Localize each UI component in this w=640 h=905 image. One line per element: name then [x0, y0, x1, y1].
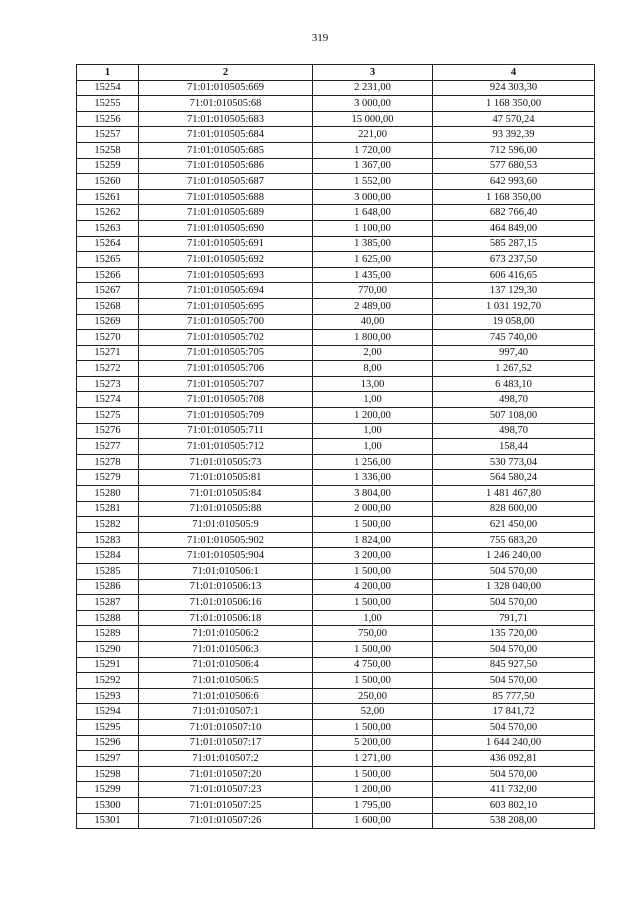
table-row — [77, 267, 595, 283]
cadastral-number-cell: 71:01:010507:10 — [139, 719, 313, 735]
cadastral-number-cell: 71:01:010505:904 — [139, 548, 313, 564]
table-row — [77, 252, 595, 268]
table-row — [77, 80, 595, 96]
area-cell: 1 500,00 — [313, 719, 433, 735]
cadastral-number-cell: 71:01:010505:709 — [139, 408, 313, 424]
value-cell: 504 570,00 — [433, 766, 595, 782]
area-cell: 2 231,00 — [313, 80, 433, 96]
area-cell: 250,00 — [313, 688, 433, 704]
table-row — [77, 501, 595, 517]
cadastral-number-cell: 71:01:010505:685 — [139, 142, 313, 158]
row-number-cell: 15288 — [77, 610, 139, 626]
value-cell: 997,40 — [433, 345, 595, 361]
value-cell: 47 570,24 — [433, 111, 595, 127]
value-cell: 682 766,40 — [433, 205, 595, 221]
value-cell: 1 246 240,00 — [433, 548, 595, 564]
area-cell: 1 552,00 — [313, 174, 433, 190]
cadastral-number-cell: 71:01:010505:81 — [139, 470, 313, 486]
row-number-cell: 15299 — [77, 782, 139, 798]
table-row — [77, 470, 595, 486]
row-number-cell: 15261 — [77, 189, 139, 205]
row-number-cell: 15264 — [77, 236, 139, 252]
area-cell: 1 648,00 — [313, 205, 433, 221]
cadastral-number-cell: 71:01:010507:26 — [139, 813, 313, 829]
value-cell: 498,70 — [433, 423, 595, 439]
value-cell: 585 287,15 — [433, 236, 595, 252]
table-row — [77, 111, 595, 127]
cadastral-number-cell: 71:01:010505:689 — [139, 205, 313, 221]
value-cell: 504 570,00 — [433, 595, 595, 611]
row-number-cell: 15292 — [77, 673, 139, 689]
table-row — [77, 439, 595, 455]
table-row — [77, 283, 595, 299]
row-number-cell: 15274 — [77, 392, 139, 408]
cadastral-number-cell: 71:01:010505:88 — [139, 501, 313, 517]
table-row — [77, 782, 595, 798]
table-row — [77, 673, 595, 689]
table-row — [77, 392, 595, 408]
value-cell: 1 481 467,80 — [433, 486, 595, 502]
row-number-cell: 15277 — [77, 439, 139, 455]
table-row — [77, 735, 595, 751]
header-row — [77, 65, 595, 81]
cadastral-number-cell: 71:01:010505:902 — [139, 532, 313, 548]
row-number-cell: 15298 — [77, 766, 139, 782]
value-cell: 530 773,04 — [433, 454, 595, 470]
table-row — [77, 314, 595, 330]
cadastral-number-cell: 71:01:010505:712 — [139, 439, 313, 455]
value-cell: 755 683,20 — [433, 532, 595, 548]
row-number-cell: 15286 — [77, 579, 139, 595]
cadastral-number-cell: 71:01:010505:691 — [139, 236, 313, 252]
cadastral-number-cell: 71:01:010507:20 — [139, 766, 313, 782]
table-row — [77, 657, 595, 673]
cadastral-number-cell: 71:01:010507:25 — [139, 797, 313, 813]
area-cell: 5 200,00 — [313, 735, 433, 751]
area-cell: 1 256,00 — [313, 454, 433, 470]
value-cell: 504 570,00 — [433, 719, 595, 735]
cadastral-number-cell: 71:01:010506:16 — [139, 595, 313, 611]
table-row — [77, 298, 595, 314]
row-number-cell: 15278 — [77, 454, 139, 470]
table-row — [77, 361, 595, 377]
value-cell: 924 303,30 — [433, 80, 595, 96]
area-cell: 1 600,00 — [313, 813, 433, 829]
area-cell: 1 720,00 — [313, 142, 433, 158]
area-cell: 221,00 — [313, 127, 433, 143]
column-header-1: 1 — [77, 65, 139, 81]
table-row — [77, 127, 595, 143]
land-plot-table — [76, 64, 595, 829]
cadastral-number-cell: 71:01:010506:18 — [139, 610, 313, 626]
cadastral-number-cell: 71:01:010507:17 — [139, 735, 313, 751]
row-number-cell: 15295 — [77, 719, 139, 735]
row-number-cell: 15301 — [77, 813, 139, 829]
area-cell: 1 500,00 — [313, 517, 433, 533]
cadastral-number-cell: 71:01:010505:9 — [139, 517, 313, 533]
area-cell: 1 500,00 — [313, 564, 433, 580]
cadastral-number-cell: 71:01:010505:68 — [139, 96, 313, 112]
row-number-cell: 15291 — [77, 657, 139, 673]
value-cell: 19 058,00 — [433, 314, 595, 330]
value-cell: 673 237,50 — [433, 252, 595, 268]
area-cell: 3 000,00 — [313, 96, 433, 112]
table-row — [77, 704, 595, 720]
cadastral-number-cell: 71:01:010505:695 — [139, 298, 313, 314]
table-row — [77, 236, 595, 252]
table-row — [77, 532, 595, 548]
row-number-cell: 15281 — [77, 501, 139, 517]
area-cell: 1,00 — [313, 423, 433, 439]
area-cell: 1 336,00 — [313, 470, 433, 486]
row-number-cell: 15290 — [77, 641, 139, 657]
area-cell: 8,00 — [313, 361, 433, 377]
area-cell: 1 385,00 — [313, 236, 433, 252]
column-header-4: 4 — [433, 65, 595, 81]
row-number-cell: 15273 — [77, 376, 139, 392]
table-row — [77, 751, 595, 767]
value-cell: 1 328 040,00 — [433, 579, 595, 595]
area-cell: 770,00 — [313, 283, 433, 299]
page-number: 319 — [311, 32, 329, 44]
row-number-cell: 15266 — [77, 267, 139, 283]
cadastral-number-cell: 71:01:010507:2 — [139, 751, 313, 767]
table-row — [77, 486, 595, 502]
cadastral-number-cell: 71:01:010506:4 — [139, 657, 313, 673]
row-number-cell: 15284 — [77, 548, 139, 564]
cadastral-number-cell: 71:01:010505:711 — [139, 423, 313, 439]
row-number-cell: 15294 — [77, 704, 139, 720]
value-cell: 507 108,00 — [433, 408, 595, 424]
cadastral-number-cell: 71:01:010505:708 — [139, 392, 313, 408]
value-cell: 1 168 350,00 — [433, 96, 595, 112]
row-number-cell: 15259 — [77, 158, 139, 174]
cadastral-number-cell: 71:01:010505:688 — [139, 189, 313, 205]
table-row — [77, 548, 595, 564]
value-cell: 504 570,00 — [433, 564, 595, 580]
table-row — [77, 626, 595, 642]
area-cell: 1 625,00 — [313, 252, 433, 268]
table-row — [77, 579, 595, 595]
row-number-cell: 15263 — [77, 220, 139, 236]
area-cell: 52,00 — [313, 704, 433, 720]
row-number-cell: 15297 — [77, 751, 139, 767]
cadastral-number-cell: 71:01:010505:73 — [139, 454, 313, 470]
area-cell: 1 271,00 — [313, 751, 433, 767]
cadastral-number-cell: 71:01:010505:686 — [139, 158, 313, 174]
value-cell: 1 267,52 — [433, 361, 595, 377]
value-cell: 504 570,00 — [433, 641, 595, 657]
cadastral-number-cell: 71:01:010505:706 — [139, 361, 313, 377]
table-row — [77, 142, 595, 158]
row-number-cell: 15271 — [77, 345, 139, 361]
area-cell: 1 800,00 — [313, 330, 433, 346]
row-number-cell: 15268 — [77, 298, 139, 314]
row-number-cell: 15293 — [77, 688, 139, 704]
row-number-cell: 15300 — [77, 797, 139, 813]
table-row — [77, 766, 595, 782]
value-cell: 606 416,65 — [433, 267, 595, 283]
table-row — [77, 517, 595, 533]
row-number-cell: 15254 — [77, 80, 139, 96]
row-number-cell: 15283 — [77, 532, 139, 548]
area-cell: 1 367,00 — [313, 158, 433, 174]
table-row — [77, 205, 595, 221]
value-cell: 745 740,00 — [433, 330, 595, 346]
area-cell: 1,00 — [313, 392, 433, 408]
area-cell: 2 489,00 — [313, 298, 433, 314]
table-row — [77, 158, 595, 174]
table-row — [77, 688, 595, 704]
area-cell: 1,00 — [313, 610, 433, 626]
value-cell: 135 720,00 — [433, 626, 595, 642]
row-number-cell: 15256 — [77, 111, 139, 127]
row-number-cell: 15287 — [77, 595, 139, 611]
cadastral-number-cell: 71:01:010505:694 — [139, 283, 313, 299]
area-cell: 750,00 — [313, 626, 433, 642]
value-cell: 6 483,10 — [433, 376, 595, 392]
table-row — [77, 564, 595, 580]
value-cell: 712 596,00 — [433, 142, 595, 158]
value-cell: 577 680,53 — [433, 158, 595, 174]
area-cell: 1 435,00 — [313, 267, 433, 283]
column-header-3: 3 — [313, 65, 433, 81]
row-number-cell: 15260 — [77, 174, 139, 190]
area-cell: 2 000,00 — [313, 501, 433, 517]
area-cell: 1,00 — [313, 439, 433, 455]
table-row — [77, 797, 595, 813]
row-number-cell: 15258 — [77, 142, 139, 158]
row-number-cell: 15279 — [77, 470, 139, 486]
area-cell: 3 804,00 — [313, 486, 433, 502]
value-cell: 1 031 192,70 — [433, 298, 595, 314]
value-cell: 17 841,72 — [433, 704, 595, 720]
area-cell: 40,00 — [313, 314, 433, 330]
cadastral-number-cell: 71:01:010506:1 — [139, 564, 313, 580]
cadastral-number-cell: 71:01:010505:707 — [139, 376, 313, 392]
value-cell: 642 993,60 — [433, 174, 595, 190]
value-cell: 436 092,81 — [433, 751, 595, 767]
area-cell: 15 000,00 — [313, 111, 433, 127]
cadastral-number-cell: 71:01:010505:669 — [139, 80, 313, 96]
value-cell: 1 644 240,00 — [433, 735, 595, 751]
row-number-cell: 15272 — [77, 361, 139, 377]
table-row — [77, 641, 595, 657]
cadastral-number-cell: 71:01:010505:687 — [139, 174, 313, 190]
table-header — [77, 65, 595, 81]
table-row — [77, 408, 595, 424]
table-row — [77, 376, 595, 392]
row-number-cell: 15280 — [77, 486, 139, 502]
value-cell: 828 600,00 — [433, 501, 595, 517]
cadastral-number-cell: 71:01:010506:5 — [139, 673, 313, 689]
cadastral-number-cell: 71:01:010505:693 — [139, 267, 313, 283]
area-cell: 2,00 — [313, 345, 433, 361]
area-cell: 3 000,00 — [313, 189, 433, 205]
row-number-cell: 15269 — [77, 314, 139, 330]
row-number-cell: 15276 — [77, 423, 139, 439]
cadastral-number-cell: 71:01:010507:1 — [139, 704, 313, 720]
row-number-cell: 15282 — [77, 517, 139, 533]
area-cell: 1 500,00 — [313, 595, 433, 611]
table-row — [77, 174, 595, 190]
value-cell: 845 927,50 — [433, 657, 595, 673]
table-row — [77, 595, 595, 611]
table-row — [77, 813, 595, 829]
row-number-cell: 15262 — [77, 205, 139, 221]
table-row — [77, 719, 595, 735]
cadastral-number-cell: 71:01:010505:684 — [139, 127, 313, 143]
cadastral-number-cell: 71:01:010505:692 — [139, 252, 313, 268]
row-number-cell: 15270 — [77, 330, 139, 346]
table-row — [77, 220, 595, 236]
table-row — [77, 330, 595, 346]
value-cell: 137 129,30 — [433, 283, 595, 299]
table-row — [77, 454, 595, 470]
area-cell: 1 100,00 — [313, 220, 433, 236]
cadastral-number-cell: 71:01:010506:2 — [139, 626, 313, 642]
area-cell: 13,00 — [313, 376, 433, 392]
cadastral-number-cell: 71:01:010505:690 — [139, 220, 313, 236]
cadastral-number-cell: 71:01:010506:6 — [139, 688, 313, 704]
area-cell: 1 500,00 — [313, 766, 433, 782]
value-cell: 464 849,00 — [433, 220, 595, 236]
value-cell: 498,70 — [433, 392, 595, 408]
table-row — [77, 345, 595, 361]
area-cell: 1 500,00 — [313, 673, 433, 689]
row-number-cell: 15257 — [77, 127, 139, 143]
value-cell: 93 392,39 — [433, 127, 595, 143]
row-number-cell: 15289 — [77, 626, 139, 642]
row-number-cell: 15255 — [77, 96, 139, 112]
column-header-2: 2 — [139, 65, 313, 81]
cadastral-number-cell: 71:01:010505:702 — [139, 330, 313, 346]
value-cell: 603 802,10 — [433, 797, 595, 813]
area-cell: 1 500,00 — [313, 641, 433, 657]
area-cell: 1 824,00 — [313, 532, 433, 548]
value-cell: 538 208,00 — [433, 813, 595, 829]
cadastral-number-cell: 71:01:010505:700 — [139, 314, 313, 330]
value-cell: 1 168 350,00 — [433, 189, 595, 205]
cadastral-number-cell: 71:01:010506:3 — [139, 641, 313, 657]
table-row — [77, 189, 595, 205]
cadastral-number-cell: 71:01:010505:683 — [139, 111, 313, 127]
table-row — [77, 96, 595, 112]
row-number-cell: 15265 — [77, 252, 139, 268]
table-row — [77, 423, 595, 439]
table-body — [77, 80, 595, 829]
area-cell: 1 200,00 — [313, 408, 433, 424]
cadastral-number-cell: 71:01:010505:705 — [139, 345, 313, 361]
value-cell: 791,71 — [433, 610, 595, 626]
area-cell: 1 795,00 — [313, 797, 433, 813]
area-cell: 4 750,00 — [313, 657, 433, 673]
value-cell: 85 777,50 — [433, 688, 595, 704]
cadastral-number-cell: 71:01:010506:13 — [139, 579, 313, 595]
value-cell: 564 580,24 — [433, 470, 595, 486]
area-cell: 4 200,00 — [313, 579, 433, 595]
area-cell: 3 200,00 — [313, 548, 433, 564]
value-cell: 504 570,00 — [433, 673, 595, 689]
value-cell: 158,44 — [433, 439, 595, 455]
area-cell: 1 200,00 — [313, 782, 433, 798]
cadastral-number-cell: 71:01:010505:84 — [139, 486, 313, 502]
cadastral-number-cell: 71:01:010507:23 — [139, 782, 313, 798]
row-number-cell: 15285 — [77, 564, 139, 580]
value-cell: 411 732,00 — [433, 782, 595, 798]
row-number-cell: 15267 — [77, 283, 139, 299]
row-number-cell: 15275 — [77, 408, 139, 424]
row-number-cell: 15296 — [77, 735, 139, 751]
value-cell: 621 450,00 — [433, 517, 595, 533]
table-row — [77, 610, 595, 626]
